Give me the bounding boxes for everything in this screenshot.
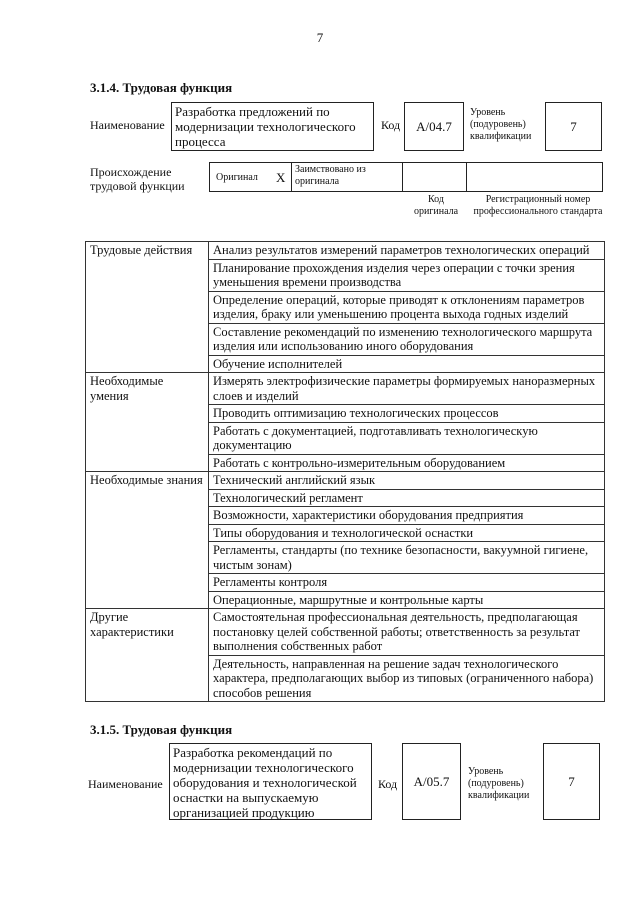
code-value-box-2 [402, 743, 461, 820]
function-name-value-2: Разработка рекомендаций по модернизации технологического оборудования и технологической оснастки на выпускаемую организацией продукцию [173, 745, 357, 820]
item-cell: Возможности, характеристики оборудования предприятия [209, 507, 605, 525]
level-value: 7 [570, 119, 577, 134]
category-cell: Необходимые знания [86, 472, 209, 609]
function-name-box-2 [169, 743, 372, 820]
borrowed-cell [291, 162, 403, 192]
code-label: Код [381, 118, 401, 132]
table-row [86, 373, 605, 405]
level-label-2: Уровень (подуровень) квалификации [468, 766, 530, 801]
level-value-2: 7 [568, 774, 575, 789]
item-cell: Технический английский язык [209, 472, 605, 490]
code-label-2: Код [378, 777, 398, 791]
section-heading-2: 3.1.5. Трудовая функция [90, 722, 233, 737]
item-cell: Работать с контрольно-измерительным оборудованием [209, 454, 605, 472]
borrowed-label: Заимствовано из оригинала [295, 164, 366, 187]
original-mark: X [276, 170, 286, 185]
item-cell: Регламенты, стандарты (по технике безопасности, вакуумной гигиене, чистым зонам) [209, 542, 605, 574]
original-label: Оригинал [216, 172, 258, 183]
code-original-caption: Код оригинала [413, 194, 459, 217]
code-value-box [404, 102, 464, 151]
origin-label: Происхождение трудовой функции [90, 165, 185, 193]
item-cell: Типы оборудования и технологической оснастки [209, 524, 605, 542]
item-cell: Работать с документацией, подготавливать технологическую документацию [209, 422, 605, 454]
code-original-cell [402, 162, 467, 192]
reg-number-caption: Регистрационный номер профессионального стандарта [473, 194, 603, 217]
item-cell: Составление рекомендаций по изменению технологического маршрута изделия или использованию иного оборудования [209, 323, 605, 355]
table-row [86, 242, 605, 260]
item-cell: Обучение исполнителей [209, 355, 605, 373]
item-cell: Анализ результатов измерений параметров технологических операций [209, 242, 605, 260]
level-label: Уровень (подуровень) квалификации [470, 107, 532, 142]
category-cell: Необходимые умения [86, 373, 209, 472]
category-cell: Трудовые действия [86, 242, 209, 373]
level-value-box [545, 102, 602, 151]
category-cell: Другие характеристики [86, 609, 209, 702]
table-row [86, 472, 605, 490]
item-cell: Планирование прохождения изделия через операции с точки зрения уменьшения времени производства [209, 259, 605, 291]
item-cell: Измерять электрофизические параметры формируемых наноразмерных слоев и изделий [209, 373, 605, 405]
item-cell: Самостоятельная профессиональная деятельность, предполагающая постановку целей собственной работы; ответственность за результат выполнения собственных работ [209, 609, 605, 656]
reg-number-cell [466, 162, 603, 192]
item-cell: Деятельность, направленная на решение задач технологического характера, предполагающих выбор из типовых (ограниченного набора) способов решения [209, 655, 605, 702]
code-value: A/04.7 [416, 119, 452, 134]
name-label-2: Наименование [88, 777, 163, 791]
item-cell: Проводить оптимизацию технологических процессов [209, 405, 605, 423]
level-value-box-2 [543, 743, 600, 820]
item-cell: Операционные, маршрутные и контрольные карты [209, 591, 605, 609]
page-number: 7 [316, 30, 324, 45]
function-name-value: Разработка предложений по модернизации технологического процесса [175, 104, 356, 149]
table-row [86, 609, 605, 656]
section-heading: 3.1.4. Трудовая функция [90, 80, 233, 95]
name-label: Наименование [90, 118, 165, 132]
item-cell: Определение операций, которые приводят к отклонениям параметров изделия, браку или уменьшению процента выхода годных изделий [209, 291, 605, 323]
code-value-2: A/05.7 [413, 774, 450, 789]
item-cell: Технологический регламент [209, 489, 605, 507]
function-table [85, 241, 605, 702]
function-name-box [171, 102, 374, 151]
original-cell [209, 162, 292, 192]
item-cell: Регламенты контроля [209, 574, 605, 592]
